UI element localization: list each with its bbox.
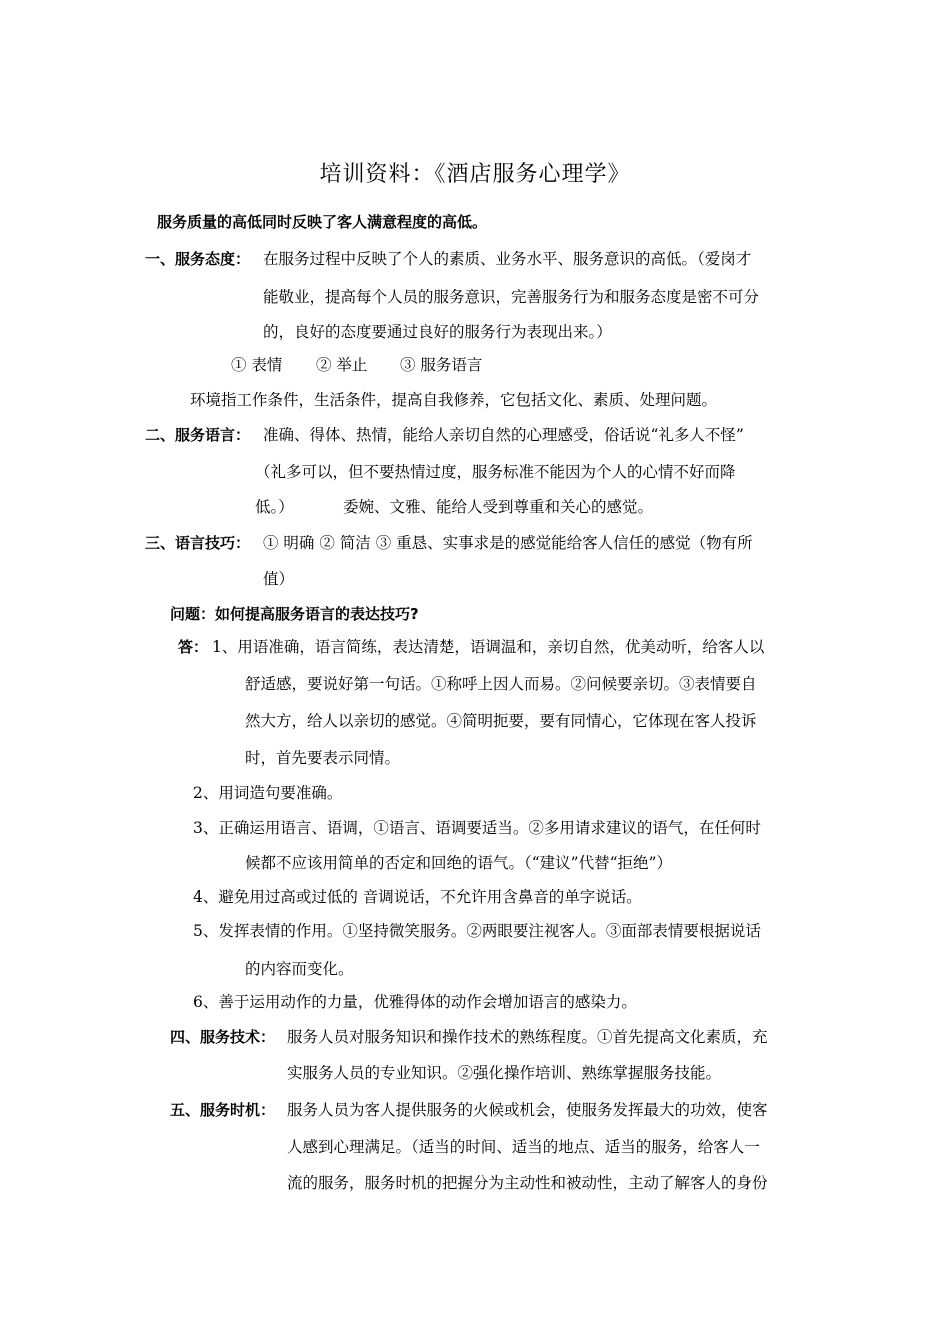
answer-1-line-3: 然大方，给人以亲切的感觉。④简明扼要，要有同情心，它体现在客人投诉 (245, 712, 757, 730)
section-4-line-1: 服务人员对服务知识和操作技术的熟练程度。①首先提高文化素质，充 (287, 1028, 768, 1046)
answer-6: 6、善于运用动作的力量，优雅得体的动作会增加语言的感染力。 (193, 993, 637, 1011)
environment-note: 环境指工作条件，生活条件，提高自我修养，它包括文化、素质、处理问题。 (190, 391, 718, 409)
answer-1-line-1: 1、用语准确，语言简练，表达清楚，语调温和，亲切自然，优美动听，给客人以 (212, 638, 765, 656)
answer-2: 2、用词造句要准确。 (193, 784, 343, 802)
section-2-line-1: 准确、得体、热情，能给人亲切自然的心理感受，俗话说“礼多人不怪” (263, 426, 744, 444)
section-2-line-3b: 委婉、文雅、能给人受到尊重和关心的感觉。 (343, 498, 654, 516)
section-5-line-2: 人感到心理满足。（适当的时间、适当的地点、适当的服务，给客人一 (287, 1138, 760, 1156)
section-1-item-language: ③ 服务语言 (400, 356, 483, 374)
intro-statement: 服务质量的高低同时反映了客人满意程度的高低。 (157, 213, 488, 231)
document-title: 培训资料：《酒店服务心理学》 (319, 162, 631, 187)
answer-3-line-1: 3、正确运用语言、语调，①语言、语调要适当。②多用请求建议的语气，在任何时 (193, 819, 761, 837)
answer-1-line-2: 舒适感，要说好第一句话。①称呼上因人而易。②问候要亲切。③表情要自 (245, 675, 757, 693)
answer-5-line-2: 的内容而变化。 (245, 960, 354, 978)
section-1-line-2: 能敬业，提高每个人员的服务意识，完善服务行为和服务态度是密不可分 (263, 288, 760, 306)
section-2-line-2: （礼多可以，但不要热情过度，服务标准不能因为个人的心情不好而降 (255, 463, 736, 481)
section-2-label: 二、服务语言： (145, 426, 251, 444)
answer-5-line-1: 5、发挥表情的作用。①坚持微笑服务。②两眼要注视客人。③面部表情要根据说话 (193, 922, 761, 940)
section-5-label: 五、服务时机： (170, 1101, 276, 1119)
section-1-item-manner: ② 举止 (316, 356, 368, 374)
answer-3-line-2: 候都不应该用简单的否定和回绝的语气。（“建议”代替“拒绝”） (245, 854, 672, 872)
section-3-line-2: 值） (263, 570, 295, 588)
answer-1-line-4: 时，首先要表示同情。 (245, 749, 401, 767)
section-3-label: 三、语言技巧： (145, 534, 251, 552)
section-1-line-3: 的，良好的态度要通过良好的服务行为表现出来。） (263, 323, 612, 341)
section-5-line-1: 服务人员为客人提供服务的火候或机会，使服务发挥最大的功效，使客 (287, 1101, 768, 1119)
section-1-item-expression: ① 表情 (231, 356, 283, 374)
question-heading: 问题：如何提高服务语言的表达技巧? (170, 605, 419, 623)
answer-label: 答： (178, 638, 209, 656)
section-4-label: 四、服务技术： (170, 1028, 276, 1046)
section-5-line-3: 流的服务，服务时机的把握分为主动性和被动性，主动了解客人的身份 (287, 1174, 768, 1192)
section-2-line-3a: 低。） (255, 498, 294, 516)
section-1-line-1: 在服务过程中反映了个人的素质、业务水平、服务意识的高低。（爱岗才 (263, 250, 752, 268)
section-3-line-1: ① 明确 ② 简洁 ③ 重恳、实事求是的感觉能给客人信任的感觉（物有所 (263, 534, 753, 552)
section-4-line-2: 实服务人员的专业知识。②强化操作培训、熟练掌握服务技能。 (287, 1064, 722, 1082)
answer-4: 4、避免用过高或过低的 音调说话，不允许用含鼻音的单字说话。 (193, 888, 642, 906)
section-1-label: 一、服务态度： (145, 250, 251, 268)
